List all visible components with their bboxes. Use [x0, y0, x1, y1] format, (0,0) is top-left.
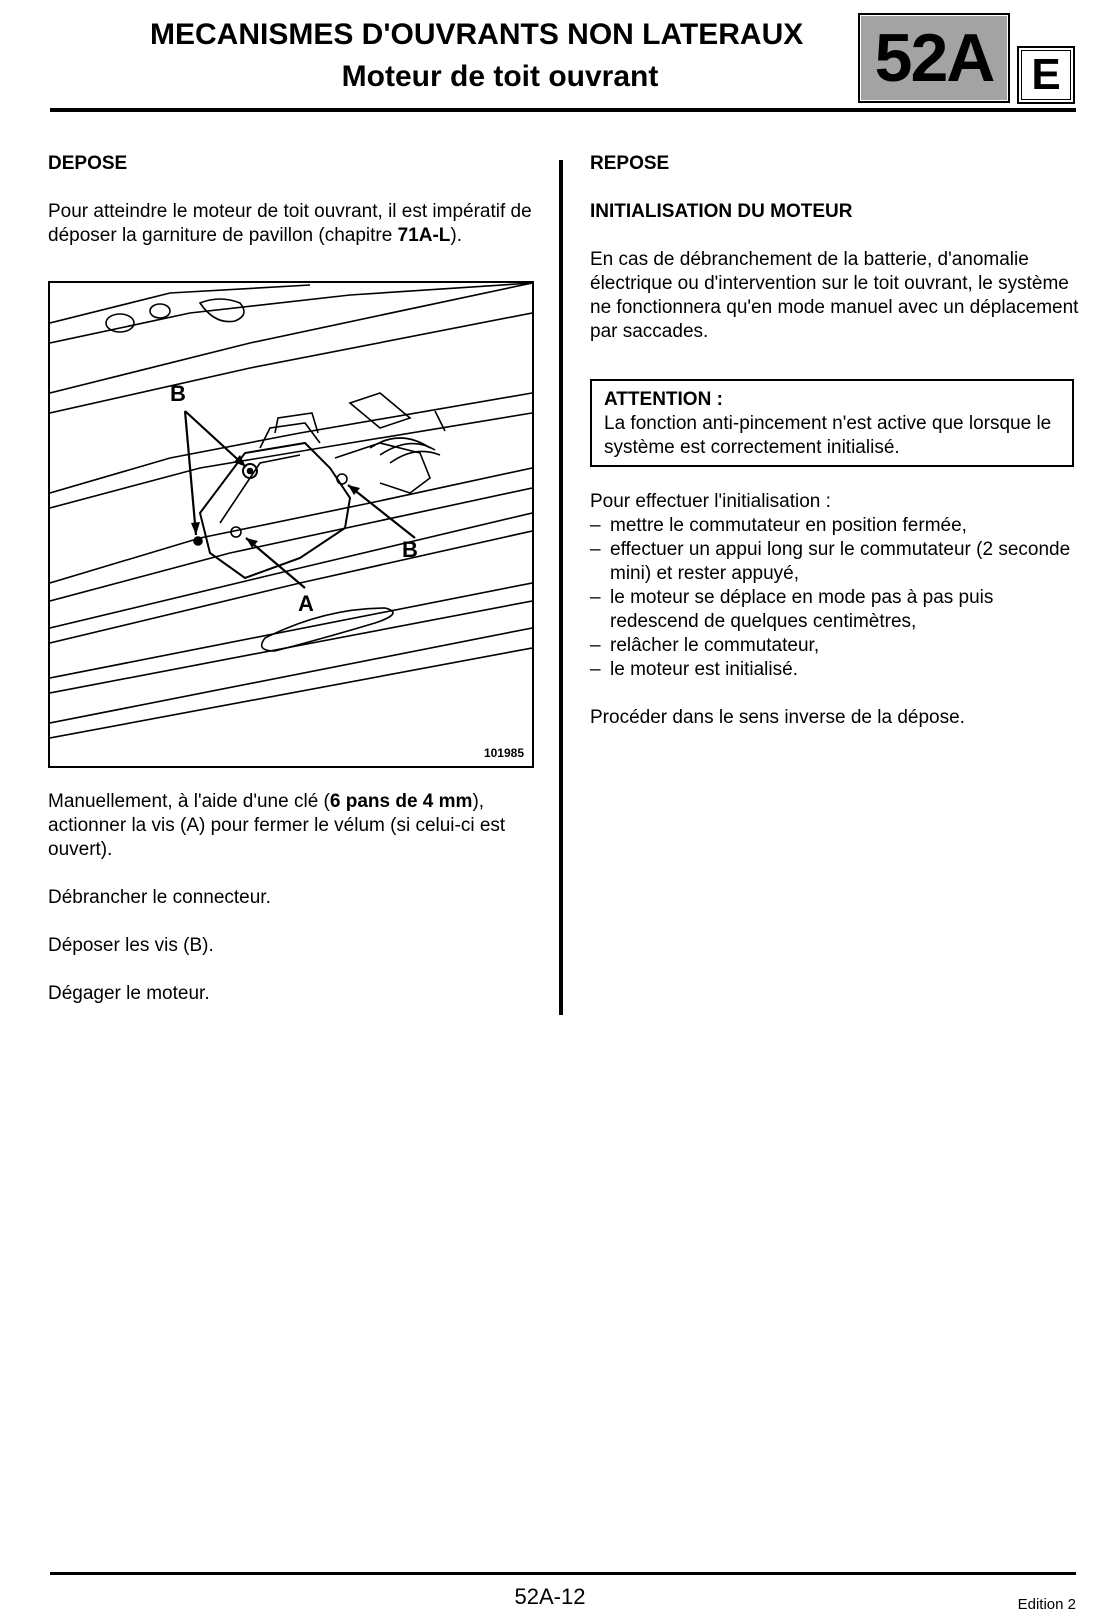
key-size: 6 pans de 4 mm	[329, 791, 473, 812]
procedure-intro: Pour effectuer l'initialisation :	[590, 491, 831, 512]
page-number: 52A-12	[514, 1584, 586, 1609]
attention-title: ATTENTION :	[604, 389, 723, 410]
closing-instruction: Procéder dans le sens inverse de la dépose.	[590, 707, 965, 728]
footer-rule	[50, 1572, 1076, 1575]
list-item: – le moteur est initialisé.	[590, 659, 798, 680]
removal-heading: DEPOSE	[48, 153, 128, 174]
procedure-steps	[590, 514, 1080, 682]
right-column-bottom	[590, 490, 1080, 730]
list-item: – effectuer un appui long sur le commutateur (2 seconde mini) et rester appuyé,	[590, 539, 1071, 584]
column-divider	[559, 160, 563, 1015]
attention-text: La fonction anti-pincement n'est active que lorsque le système est correctement initialisé.	[604, 413, 1052, 458]
left-column-top	[48, 152, 538, 248]
list-item: – relâcher le commutateur,	[590, 635, 820, 656]
list-item: – mettre le commutateur en position fermée,	[590, 515, 967, 536]
header-rule	[50, 108, 1076, 112]
label-a: A	[298, 591, 314, 616]
language-badge: E	[1017, 46, 1075, 104]
edition-label: Edition 2	[1017, 1596, 1076, 1613]
chapter-reference: 71A-L	[397, 225, 451, 246]
label-b-left: B	[170, 381, 186, 406]
right-column-top	[590, 152, 1080, 344]
label-b-right: B	[402, 537, 418, 562]
step-screws: Déposer les vis (B).	[48, 935, 214, 956]
init-heading: INITIALISATION DU MOTEUR	[590, 201, 853, 222]
refit-heading: REPOSE	[590, 153, 670, 174]
removal-intro: Pour atteindre le moteur de toit ouvrant, il est impératif de déposer la garniture de pavillon (chapitre 71A-L).	[48, 201, 532, 246]
list-item: – le moteur se déplace en mode pas à pas puis redescend de quelques centimètres,	[590, 587, 994, 632]
section-code-badge: 52A	[858, 13, 1010, 103]
step-motor: Dégager le moteur.	[48, 983, 210, 1004]
document-subtitle: Moteur de toit ouvrant	[341, 60, 659, 93]
init-intro: En cas de débranchement de la batterie, d'anomalie électrique ou d'intervention sur le toit ouvrant, le système ne fonctionnera qu'en mode manuel avec un déplacement par saccades.	[590, 249, 1079, 342]
document-title: MECANISMES D'OUVRANTS NON LATERAUX	[150, 18, 804, 51]
motor-illustration	[48, 281, 534, 768]
attention-box	[590, 379, 1074, 467]
step-connector: Débrancher le connecteur.	[48, 887, 271, 908]
motor-drawing	[50, 283, 532, 766]
manual-instruction: Manuellement, à l'aide d'une clé (6 pans de 4 mm), actionner la vis (A) pour fermer le vélum (si celui-ci est ouvert).	[48, 791, 506, 860]
figure-reference: 101985	[483, 746, 524, 760]
left-column-bottom	[48, 790, 538, 1006]
